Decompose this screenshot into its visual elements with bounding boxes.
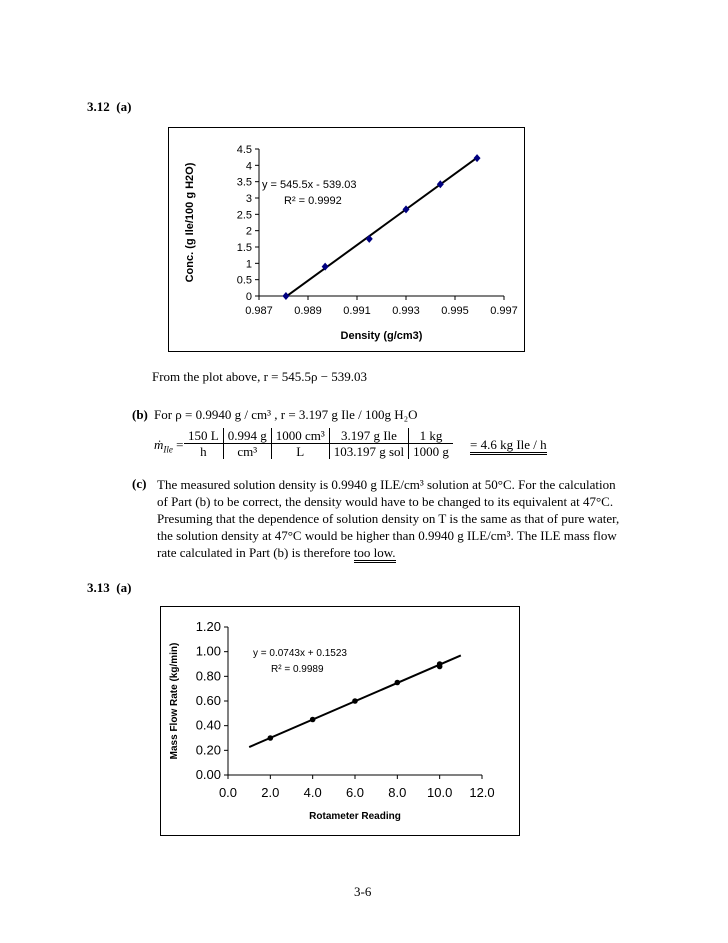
data-point: [282, 292, 289, 300]
frac-bot-2: cm³: [223, 444, 271, 460]
y-tick-label: 0.5: [236, 274, 252, 287]
density-chart: [168, 127, 525, 352]
x-tick-label: 6.0: [345, 785, 365, 800]
y-tick-label: 1.00: [195, 643, 221, 659]
x-tick-label: 0.987: [245, 305, 273, 317]
data-point: [352, 698, 358, 704]
r-squared-label: R² = 0.9989: [271, 664, 324, 675]
x-tick-label: 0.0: [218, 785, 238, 800]
frac-bot-3: L: [271, 444, 329, 460]
part-c-line-2: of Part (b) to be correct, the density would have to be changed to its equivalent at 47°C.: [157, 494, 614, 509]
frac-top-4: 3.197 g Ile: [329, 428, 408, 444]
y-tick-label: 0.40: [195, 717, 221, 733]
trendline-equation: y = 0.0743x + 0.1523: [253, 648, 347, 659]
y-axis-title: Conc. (g Ile/100 g H2O): [184, 162, 196, 283]
y-tick-label: 0.20: [195, 742, 221, 758]
y-tick-label: 1.20: [195, 619, 221, 634]
mass-flow-symbol: ṁ$_{Ile}$ =: [154, 437, 184, 455]
y-tick-label: 0.60: [195, 693, 221, 708]
part-c-line-4: the solution density at 47°C would be higher than 0.9940 g ILE/cm³. The ILE mass flow: [157, 528, 617, 543]
section-3-12-heading: 3.12 (a): [87, 99, 132, 114]
data-point: [474, 154, 481, 162]
data-point: [395, 680, 401, 686]
part-c-line-1: The measured solution density is 0.9940 g ILE/cm³ solution at 50°C. For the calculation: [157, 477, 616, 492]
data-point: [310, 717, 316, 723]
x-tick-label: 12.0: [469, 785, 495, 800]
y-tick-label: 2.5: [236, 209, 252, 222]
x-axis-title: Rotameter Reading: [309, 811, 401, 822]
x-tick-label: 8.0: [388, 785, 407, 800]
frac-top-1: 150 L: [184, 428, 223, 444]
data-point: [268, 735, 274, 741]
part-c-line-5: rate calculated in Part (b) is therefore too low.: [157, 544, 396, 561]
y-tick-label: 3.5: [236, 176, 252, 189]
x-axis-title: Density (g/cm3): [340, 330, 423, 342]
x-tick-label: 0.989: [294, 305, 322, 317]
y-tick-label: 0.00: [195, 767, 221, 782]
y-tick-label: 0.80: [195, 668, 221, 684]
x-tick-label: 4.0: [303, 785, 322, 800]
fit-equation-line: From the plot above, r = 545.5ρ − 539.03: [152, 369, 368, 384]
mass-flow-result: = 4.6 kg Ile / h: [470, 437, 547, 453]
part-c-label: (c): [132, 476, 147, 491]
y-tick-label: 4: [245, 160, 252, 173]
data-point: [437, 664, 443, 670]
unit-conversion-table: [184, 428, 453, 459]
rotameter-chart: [160, 606, 520, 836]
page-number: 3-6: [354, 884, 372, 899]
frac-top-5: 1 kg: [409, 428, 453, 444]
y-tick-label: 1.5: [236, 242, 252, 254]
rotameter-chart-svg: [161, 607, 519, 835]
y-tick-label: 4.5: [236, 144, 252, 156]
frac-top-3: 1000 cm³: [271, 428, 329, 444]
part-c-line-3: Presuming that the dependence of solution density on T is the same as that of pure water,: [157, 511, 620, 526]
frac-bot-1: h: [200, 444, 207, 459]
x-tick-label: 0.991: [343, 305, 371, 317]
frac-bot-4: 103.197 g sol: [329, 444, 408, 460]
y-tick-label: 1: [245, 258, 252, 271]
x-tick-label: 0.997: [490, 305, 518, 317]
y-tick-label: 2: [245, 225, 252, 238]
x-tick-label: 0.995: [441, 305, 469, 317]
section-3-13-heading: 3.13 (a): [87, 580, 132, 595]
x-tick-label: 10.0: [427, 785, 453, 800]
y-tick-label: 0: [245, 291, 252, 303]
x-tick-label: 2.0: [261, 785, 280, 800]
y-tick-label: 3: [245, 193, 252, 205]
frac-bot-5: 1000 g: [409, 444, 453, 460]
x-tick-label: 0.993: [392, 305, 420, 317]
r-squared-label: R² = 0.9992: [284, 195, 342, 207]
data-point: [366, 235, 373, 243]
trendline-equation: y = 545.5x - 539.03: [262, 179, 357, 191]
answer-too-low: too low.: [354, 545, 396, 563]
part-b-label: (b): [132, 407, 148, 422]
density-chart-svg: [169, 128, 524, 351]
part-b-statement: For ρ = 0.9940 g / cm³ , r = 3.197 g Ile / 100g H₂O: [154, 407, 418, 422]
frac-top-2: 0.994 g: [223, 428, 271, 444]
y-axis-title: Mass Flow Rate (kg/min): [169, 642, 180, 760]
